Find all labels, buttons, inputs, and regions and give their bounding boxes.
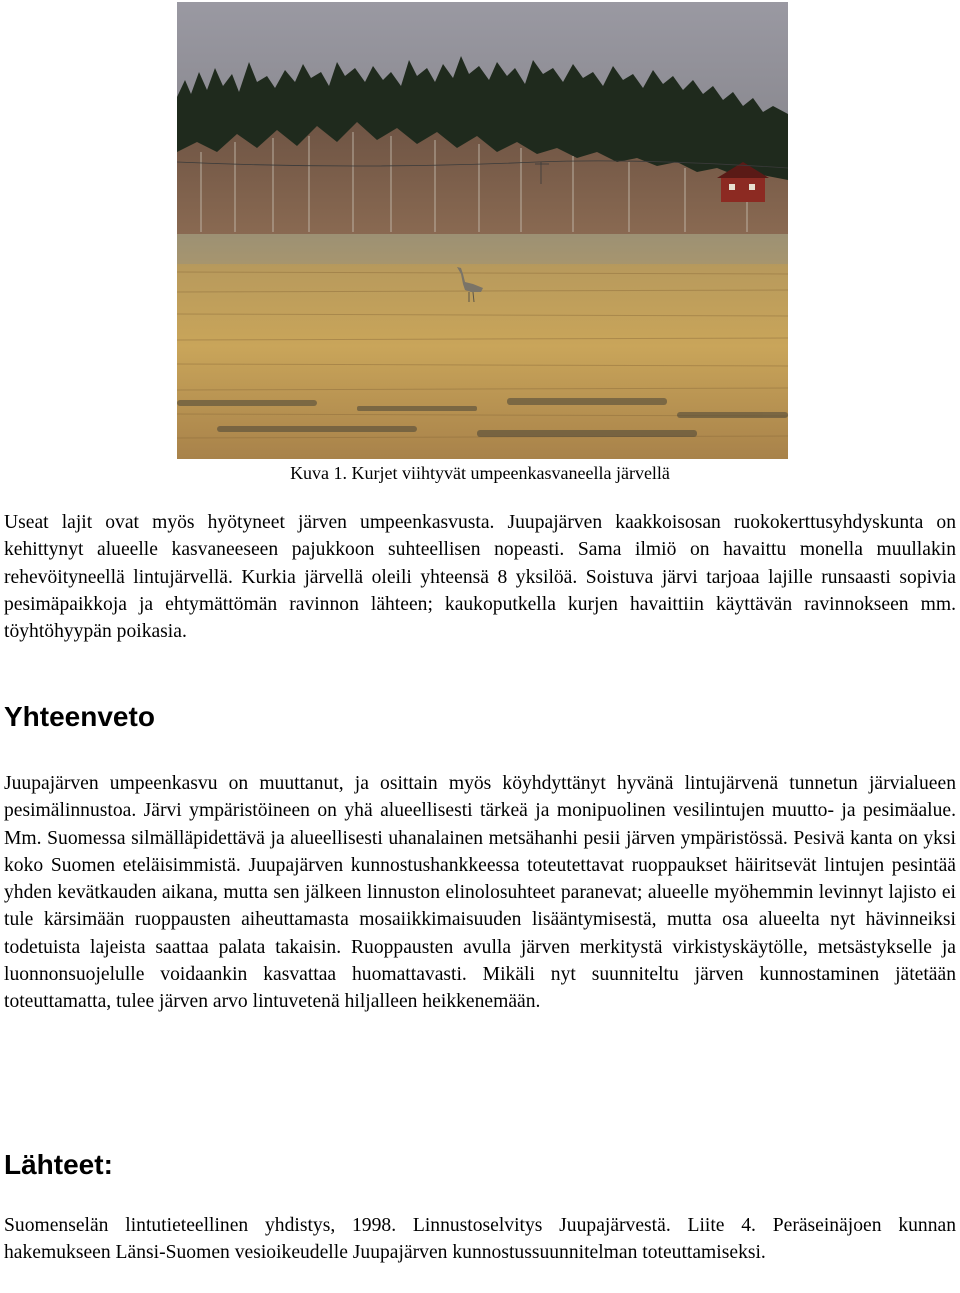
meadow <box>177 234 788 459</box>
haze-strip <box>177 234 788 264</box>
sources-heading: Lähteet: <box>4 1149 113 1180</box>
figure-caption: Kuva 1. Kurjet viihtyvät umpeenkasvaneella järvellä <box>290 463 670 483</box>
photo-illustration <box>177 2 788 459</box>
summary-paragraph: Juupajärven umpeenkasvu on muuttanut, ja osittain myös köyhdyttänyt hyvänä lintujärvenä tunnetun järvialueen pesimälinnustoa. Järvi ympäristöineen on yhä alueellisesti tärkeä ja monipuolinen vesilintujen muutto- ja pesimäalue. Mm. Suomessa silmälläpidettävä ja alueellisesti uhanalainen metsähanhi pesii järven ympäristössä. Pesivä kanta on yksi koko Suomen eteläisimmistä. Juupajärven kunnostushankkeessa toteutettavat ruoppaukset häiritsevät lintujen pesintää yhden kevätkauden aikana, mutta sen jälkeen linnuston elinolosuhteet paranevat; alueelle myöhemmin levinnyt lajisto ei tule kärsimään ruoppausten aiheuttamasta mosaiikkimaisuuden lisääntymisestä, mutta osa alueelta nyt hävinneiksi todetuista lajeista saattaa palata takaisin. Ruoppausten avulla järven merkitystä virkistyskäytölle, metsästykselle ja luonnonsuojelulle voidaankin kasvattaa huomattavasti. Mikäli nyt suunniteltu järven kunnostaminen jätetään toteuttamatta, tulee järven arvo lintuvetenä hiljalleen heikkenemään. <box>4 773 956 1013</box>
intro-paragraph: Useat lajit ovat myös hyötyneet järven umpeenkasvusta. Juupajärven kaakkoisosan ruokokerttusyhdyskunta on kehittynyt alueelle kasvaneeseen pajukkoon suhteellisen nopeasti. Sama ilmiö on havaittu monella muullakin rehevöityneellä lintujärvellä. Kurkia järvellä oleili yhteensä 8 yksilöä. Soistuva järvi tarjoaa lajille runsaasti sopivia pesimäpaikkoja ja ehtymättömän ravinnon lähteen; kaukoputkella kurjen havaittiin käyttävän ravinnokseen mm. töyhtöhyypän poikasia. <box>4 512 956 643</box>
summary-heading: Yhteenveto <box>4 701 155 732</box>
sources-paragraph: Suomenselän lintutieteellinen yhdistys, 1998. Linnustoselvitys Juupajärvestä. Liite 4. Peräseinäjoen kunnan hakemukseen Länsi-Suomen vesioikeudelle Juupajärven kunnostussuunnitelman toteuttamiseksi. <box>4 1215 956 1264</box>
crane-lake-photo <box>177 2 788 459</box>
